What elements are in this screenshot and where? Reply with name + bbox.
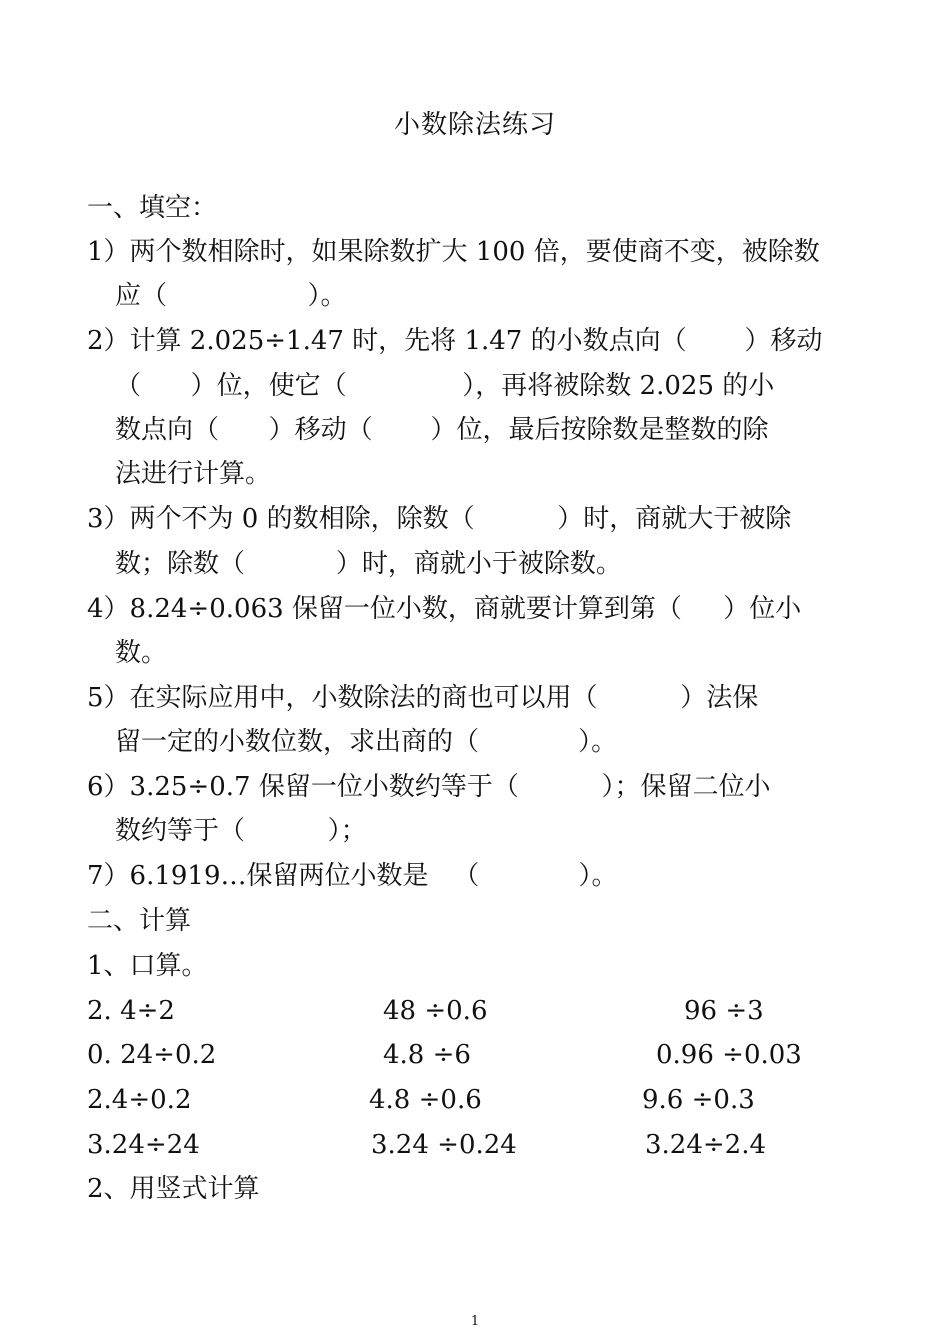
section-2-heading: 二、计算 <box>87 906 192 936</box>
section-1-heading: 一、填空： <box>87 193 218 223</box>
mental-problem-4-2: 3.24 ÷0.24 <box>371 1130 517 1160</box>
question-2-line-1: 2）计算 2.025÷1.47 时，先将 1.47 的小数点向（ ）移动 <box>87 326 823 356</box>
question-4-line-1: 4）8.24÷0.063 保留一位小数，商就要计算到第（ ）位小 <box>87 594 802 624</box>
mental-problem-4-3: 3.24÷2.4 <box>645 1130 767 1160</box>
mental-problem-1-1: 2. 4÷2 <box>87 996 175 1026</box>
mental-problem-2-1: 0. 24÷0.2 <box>87 1040 217 1070</box>
question-6-line-2: 数约等于（ ）； <box>115 816 367 846</box>
vertical-calc-heading: 2、用竖式计算 <box>87 1174 260 1204</box>
mental-problem-3-3: 9.6 ÷0.3 <box>642 1085 755 1115</box>
question-2-line-3: 数点向（ ）移动（ ）位，最后按除数是整数的除 <box>115 415 769 445</box>
page-title: 小数除法练习 <box>393 110 556 140</box>
mental-problem-3-1: 2.4÷0.2 <box>87 1085 192 1115</box>
mental-problem-2-2: 4.8 ÷6 <box>383 1040 471 1070</box>
mental-problem-4-1: 3.24÷24 <box>87 1130 200 1160</box>
mental-problem-1-2: 48 ÷0.6 <box>383 996 488 1026</box>
mental-problem-2-3: 0.96 ÷0.03 <box>656 1040 802 1070</box>
question-2-line-4: 法进行计算。 <box>115 459 272 489</box>
question-5-line-1: 5）在实际应用中，小数除法的商也可以用（ ）法保 <box>87 683 759 713</box>
question-1-line-1: 1）两个数相除时，如果除数扩大 100 倍，要使商不变，被除数 <box>87 237 820 267</box>
mental-problem-1-3: 96 ÷3 <box>684 996 764 1026</box>
question-6-line-1: 6）3.25÷0.7 保留一位小数约等于（ ）；保留二位小 <box>87 772 771 802</box>
mental-problem-3-2: 4.8 ÷0.6 <box>369 1085 482 1115</box>
question-7-line-1: 7）6.1919…保留两位小数是 （ ）。 <box>87 861 618 891</box>
question-2-line-2: （ ）位，使它（ ），再将被除数 2.025 的小 <box>115 371 775 401</box>
question-3-line-2: 数；除数（ ）时，商就小于被除数。 <box>115 549 622 579</box>
page-number: 1 <box>470 1314 480 1329</box>
question-3-line-1: 3）两个不为 0 的数相除，除数（ ）时，商就大于被除 <box>87 504 792 534</box>
question-4-line-2: 数。 <box>115 638 168 668</box>
mental-math-heading: 1、口算。 <box>87 951 208 981</box>
question-1-line-2: 应（ ）。 <box>115 281 347 311</box>
question-5-line-2: 留一定的小数位数，求出商的（ ）。 <box>115 727 618 757</box>
